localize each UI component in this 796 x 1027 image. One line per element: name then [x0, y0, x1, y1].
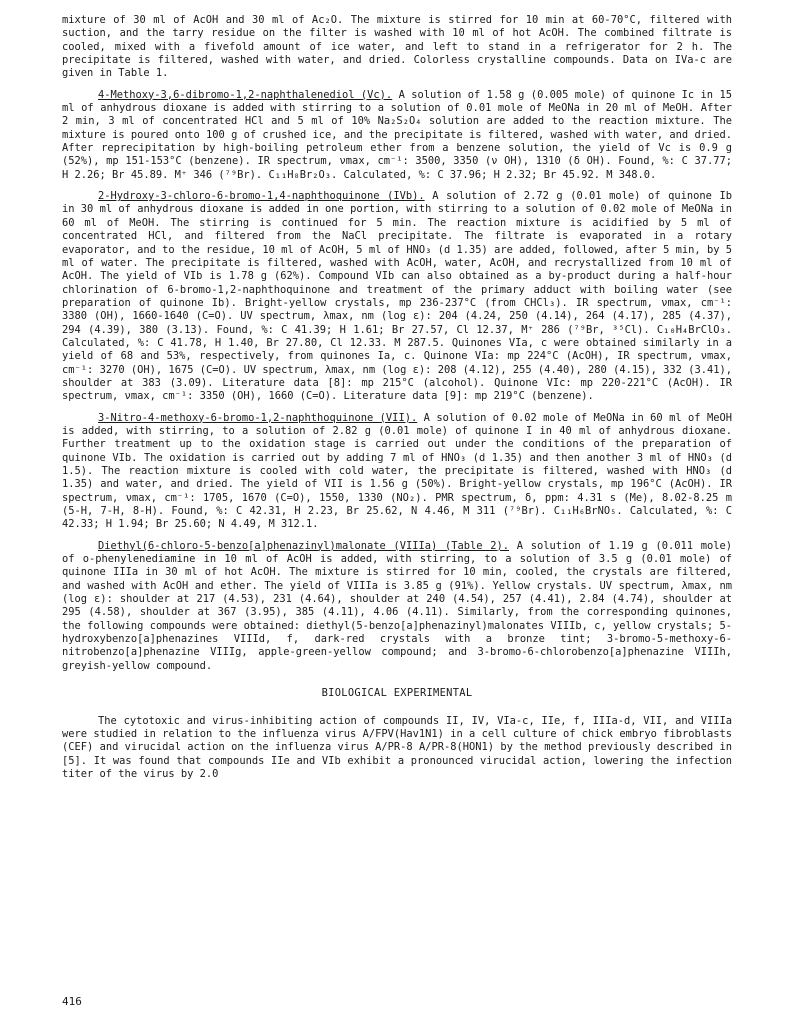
paragraph-ivb	[62, 190, 732, 404]
paragraph-biological	[62, 715, 732, 782]
paragraph-vii	[62, 412, 732, 532]
section-heading: BIOLOGICAL EXPERIMENTAL	[321, 687, 473, 700]
paragraph-body: mixture of 30 ml of AcOH and 30 ml of Ac₂O. The mixture is stirred for 10 min at 60-70°C, filtered with suction, and the tarry residue on the filter is washed with 10 ml of hot AcOH. The combined filtrate is cooled, mixed with a fivefold amount of ice water, and left to stand in a refrigerator for 2 h. The precipitate is filtered, washed with water, and dried. Colorless crystalline compounds. Data on IVa-c are given in Table 1.	[62, 14, 732, 80]
paragraph-body: A solution of 2.72 g (0.01 mole) of quinone Ib in 30 ml of anhydrous dioxane is added in one portion, with stirring to a solution of 0.02 mole of MeONa in 60 ml of MeOH. The stirring is continued for 5 min. The reaction mixture is acidified by 5 ml of concentrated HCl, and filtered from the NaCl precipitate. The filtrate is evaporated in a rotary evaporator, and to the residue, 10 ml of AcOH, 5 ml of HNO₃ (d 1.35) are added, followed, after 5 min, by 5 ml of water. The precipitate is filtered, washed with AcOH, water, AcOH, and recrystallized from 10 ml of AcOH. The yield of VIb is 1.78 g (62%). Compound VIb can also obtained as a by-product during a half-hour chlorination of 6-bromo-1,2-naphthoquinone and treatment of the primary adduct with boiling water (see preparation of quinone Ib). Bright-yellow crystals, mp 236-237°C (from CHCl₃). IR spectrum, νmax, cm⁻¹: 3380 (OH), 1660-1640 (C=O). UV spectrum, λmax, nm (log ε): 204 (4.24, 250 (4.14), 264 (4.17), 285 (4.37), 294 (4.39), 380 (3.13). Found, %: C 41.39; H 1.61; Br 27.57, Cl 12.37, M⁺ 286 (⁷⁹Br, ³⁵Cl). C₁₀H₄BrClO₃. Calculated, %: C 41.78, H 1.40, Br 27.80, Cl 12.33. M 287.5. Quinones VIa, c were obtained similarly in a yield of 68 and 53%, respectively, from quinones Ia, c. Quinone VIa: mp 224°C (AcOH), IR spectrum, νmax, cm⁻¹: 3270 (OH), 1675 (C=O). UV spectrum, λmax, nm (log ε): 208 (4.12), 255 (4.40), 280 (4.15), 332 (3.41), shoulder at 383 (3.09). Literature data [8]: mp 215°C (alcohol). Quinone VIc: mp 220-221°C (AcOH). IR spectrum, νmax, cm⁻¹: 3350 (OH), 1660 (C=O). Literature data [9]: mp 219°C (benzene).	[62, 190, 732, 403]
page-body	[62, 14, 732, 789]
paragraph-body: A solution of 0.02 mole of MeONa in 60 ml of MeOH is added, with stirring, to a solution of 2.82 g (0.01 mole) of quinone I in 40 ml of anhydrous dioxane. Further treatment up to the oxidation stage is carried out under the conditions of the preparation of quinone VIb. The oxidation is carried out by adding 7 ml of HNO₃ (d 1.35) and then another 3 ml of HNO₃ (d 1.5). The reaction mixture is cooled with cold water, the precipitate is filtered, washed with HNO₃ (d 1.35) and water, and dried. The yield of VII is 1.56 g (50%). Bright-yellow crystals, mp 196°C (AcOH). IR spectrum, νmax, cm⁻¹: 1705, 1670 (C=O), 1550, 1330 (NO₂). PMR spectrum, δ, ppm: 4.31 s (Me), 8.02-8.25 m (5-H, 7-H, 8-H). Found, %: C 42.31, H 2.23, Br 25.62, N 4.46, M 311 (⁷⁹Br). C₁₁H₆BrNO₅. Calculated, %: C 42.33; H 1.94; Br 25.60; N 4.49, M 312.1.	[62, 411, 732, 531]
compound-title-vii: 3-Nitro-4-methoxy-6-bromo-1,2-naphthoquinone (VII).	[98, 411, 418, 424]
paragraph-body: A solution of 1.58 g (0.005 mole) of quinone Ic in 15 ml of anhydrous dioxane is added with stirring to a solution of 0.01 mole of MeONa in 20 ml of MeOH. After 2 min, 3 ml of concentrated HCl and 5 ml of 10% Na₂S₂O₄ solution are added to the reaction mixture. The mixture is poured onto 100 g of crushed ice, and the precipitate is filtered, washed with water, and dried. After reprecipitation by high-boiling petroleum ether from a benzene solution, the yield of Vc is 0.9 g (52%), mp 151-153°C (benzene). IR spectrum, νmax, cm⁻¹: 3500, 3350 (ν OH), 1310 (δ OH). Found, %: C 37.77; H 2.26; Br 45.89. M⁺ 346 (⁷⁹Br). C₁₁H₈Br₂O₃. Calculated, %: C 37.96; H 2.32; Br 45.92. M 348.0.	[62, 88, 732, 181]
paragraph-vc	[62, 89, 732, 182]
paragraph-viiia	[62, 540, 732, 673]
compound-title-viiia: Diethyl(6-chloro-5-benzo[a]phenazinyl)malonate (VIIIa) (Table 2).	[98, 539, 510, 552]
page-number: 416	[62, 995, 82, 1008]
paragraph-body: The cytotoxic and virus-inhibiting action of compounds II, IV, VIa-c, IIe, f, IIIa-d, VII, and VIIIa were studied in relation to the influenza virus A/FPV(Hav1N1) in a cell culture of chick embryo fibroblasts (CEF) and virucidal action on the influenza virus A/PR-8 A/PR-8(HON1) by the method previously described in [5]. It was found that compounds IIe and VIb exhibit a pronounced virucidal action, lowering the infection titer of the virus by 2.0	[62, 714, 732, 780]
paragraph-continuation	[62, 14, 732, 81]
paragraph-body: A solution of 1.19 g (0.011 mole) of o-phenylenediamine in 10 ml of AcOH is added, with stirring, to a solution of 3.5 g (0.01 mole) of quinone IIIa in 30 ml of hot AcOH. The mixture is stirred for 10 min, cooled, the crystals are filtered, and washed with AcOH and ether. The yield of VIIIa is 3.85 g (91%). Yellow crystals. UV spectrum, λmax, nm (log ε): shoulder at 217 (4.53), 231 (4.64), shoulder at 240 (4.54), 257 (4.41), 2.84 (4.74), shoulder at 295 (4.58), shoulder at 367 (3.95), 385 (4.11), 4.06 (4.11). Similarly, from the corresponding quinones, the following compounds were obtained: diethyl(5-benzo[a]phenazinyl)malonates VIIIb, c, yellow crystals; 5-hydroxybenzo[a]phenazines VIIId, f, dark-red crystals with a bronze tint; 3-bromo-5-methoxy-6-nitrobenzo[a]phenazine VIIIg, apple-green-yellow compound; and 3-bromo-6-chlorobenzo[a]phenazine VIIIh, greyish-yellow compound.	[62, 539, 732, 672]
compound-title-ivb: 2-Hydroxy-3-chloro-6-bromo-1,4-naphthoquinone (IVb).	[98, 190, 425, 203]
compound-title-vc: 4-Methoxy-3,6-dibromo-1,2-naphthalenediol (Vc).	[98, 88, 393, 101]
